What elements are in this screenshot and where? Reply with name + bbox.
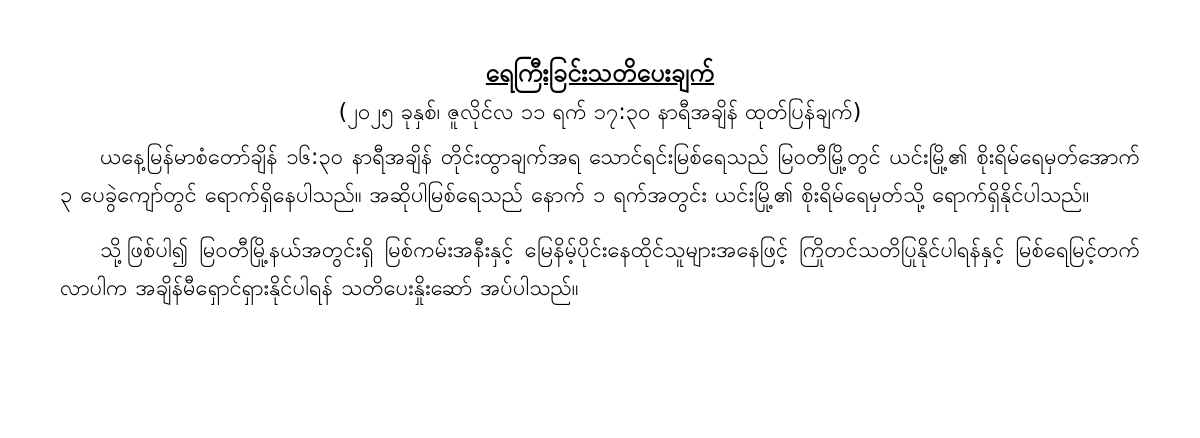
page-subtitle: (၂၀၂၅ ခုနှစ်၊ ဇူလိုင်လ ၁၁ ရက် ၁၇:၃၀ နာရီအချိန် ထုတ်ပြန်ချက်): [338, 99, 862, 125]
page-title: ရေကြီးခြင်းသတိပေးချက်: [485, 58, 715, 87]
paragraph-2: သို့ဖြစ်ပါ၍ မြဝတီမြို့နယ်အတွင်းရှိ မြစ်ကမ်းအနီးနှင့် မြေနိမ့်ပိုင်းနေထိုင်သူများအနေဖြင့် ကြိုတင်သတိပြုနိုင်ပါရန်နှင့် မြစ်ရေမြင့်တက်လာပါက အချိန်မီရှောင်ရှားနိုင်ပါရန် သတိပေးနှိုးဆော် အပ်ပါသည်။: [60, 237, 1140, 302]
paragraph-1: ယနေ့မြန်မာစံတော်ချိန် ၁၆:၃၀ နာရီအချိန် တိုင်းထွာချက်အရ သောင်ရင်းမြစ်ရေသည် မြဝတီမြို့တွင် ယင်းမြို့၏ စိုးရိမ်ရေမှတ်အောက် ၃ ပေခွဲကျော်တွင် ရောက်ရှိနေပါသည်။ အဆိုပါမြစ်ရေသည် နောက် ၁ ရက်အတွင်း ယင်းမြို့၏ စိုးရိမ်ရေမှတ်သို့ ရောက်ရှိနိုင်ပါသည်။: [60, 144, 1140, 209]
